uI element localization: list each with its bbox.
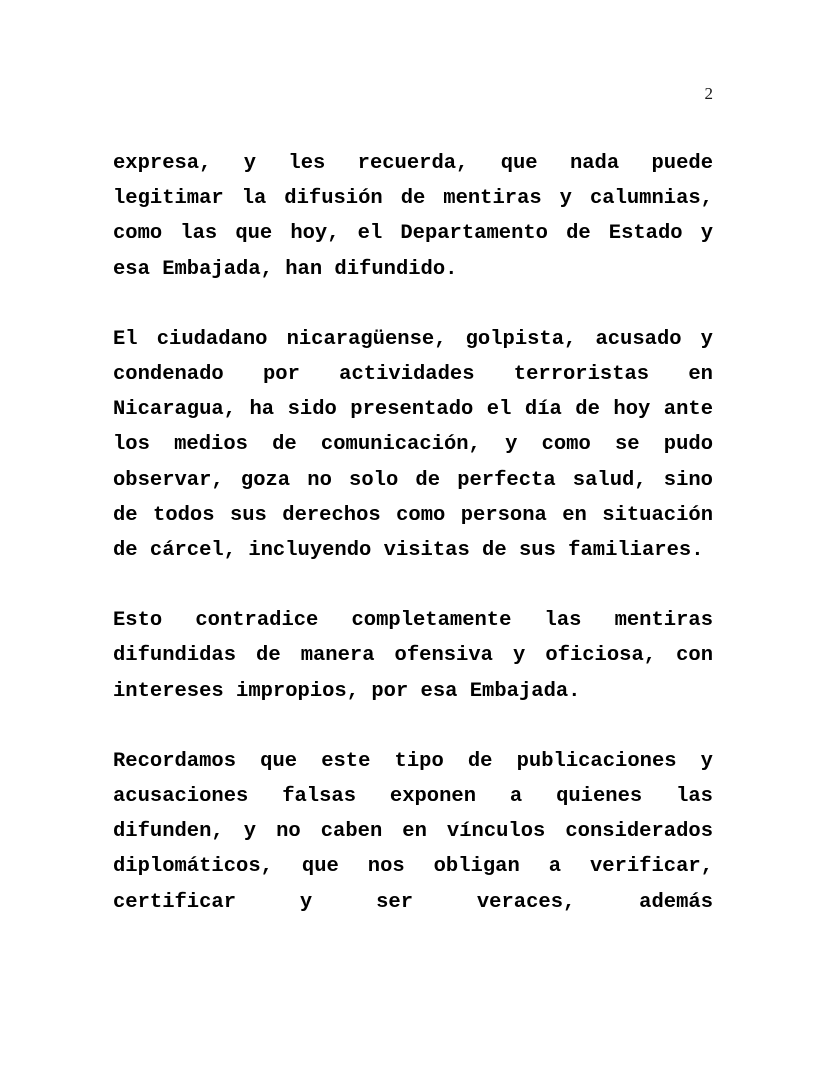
paragraph-2: El ciudadano nicaragüense, golpista, acusado y condenado por actividades terroristas en Nicaragua, ha sido presentado el día de hoy ante los medios de comunicación, y como se pudo observar, goza no solo de perfecta salud, sino de todos sus derechos como persona en situación de cárcel, incluyendo visitas de sus familiares. [113,327,713,563]
document-body [113,146,713,955]
paragraph-4: Recordamos que este tipo de publicaciones y acusaciones falsas exponen a quienes las difunden, y no caben en vínculos considerados diplomáticos, que nos obligan a verificar, certificar y ser veraces, además [113,749,713,914]
paragraph-3: Esto contradice completamente las mentiras difundidas de manera ofensiva y oficiosa, con intereses impropios, por esa Embajada. [113,609,713,703]
page-number: 2 [704,84,713,103]
paragraph-1: expresa, y les recuerda, que nada puede legitimar la difusión de mentiras y calumnias, como las que hoy, el Departamento de Estado y esa Embajada, han difundido. [113,152,713,281]
